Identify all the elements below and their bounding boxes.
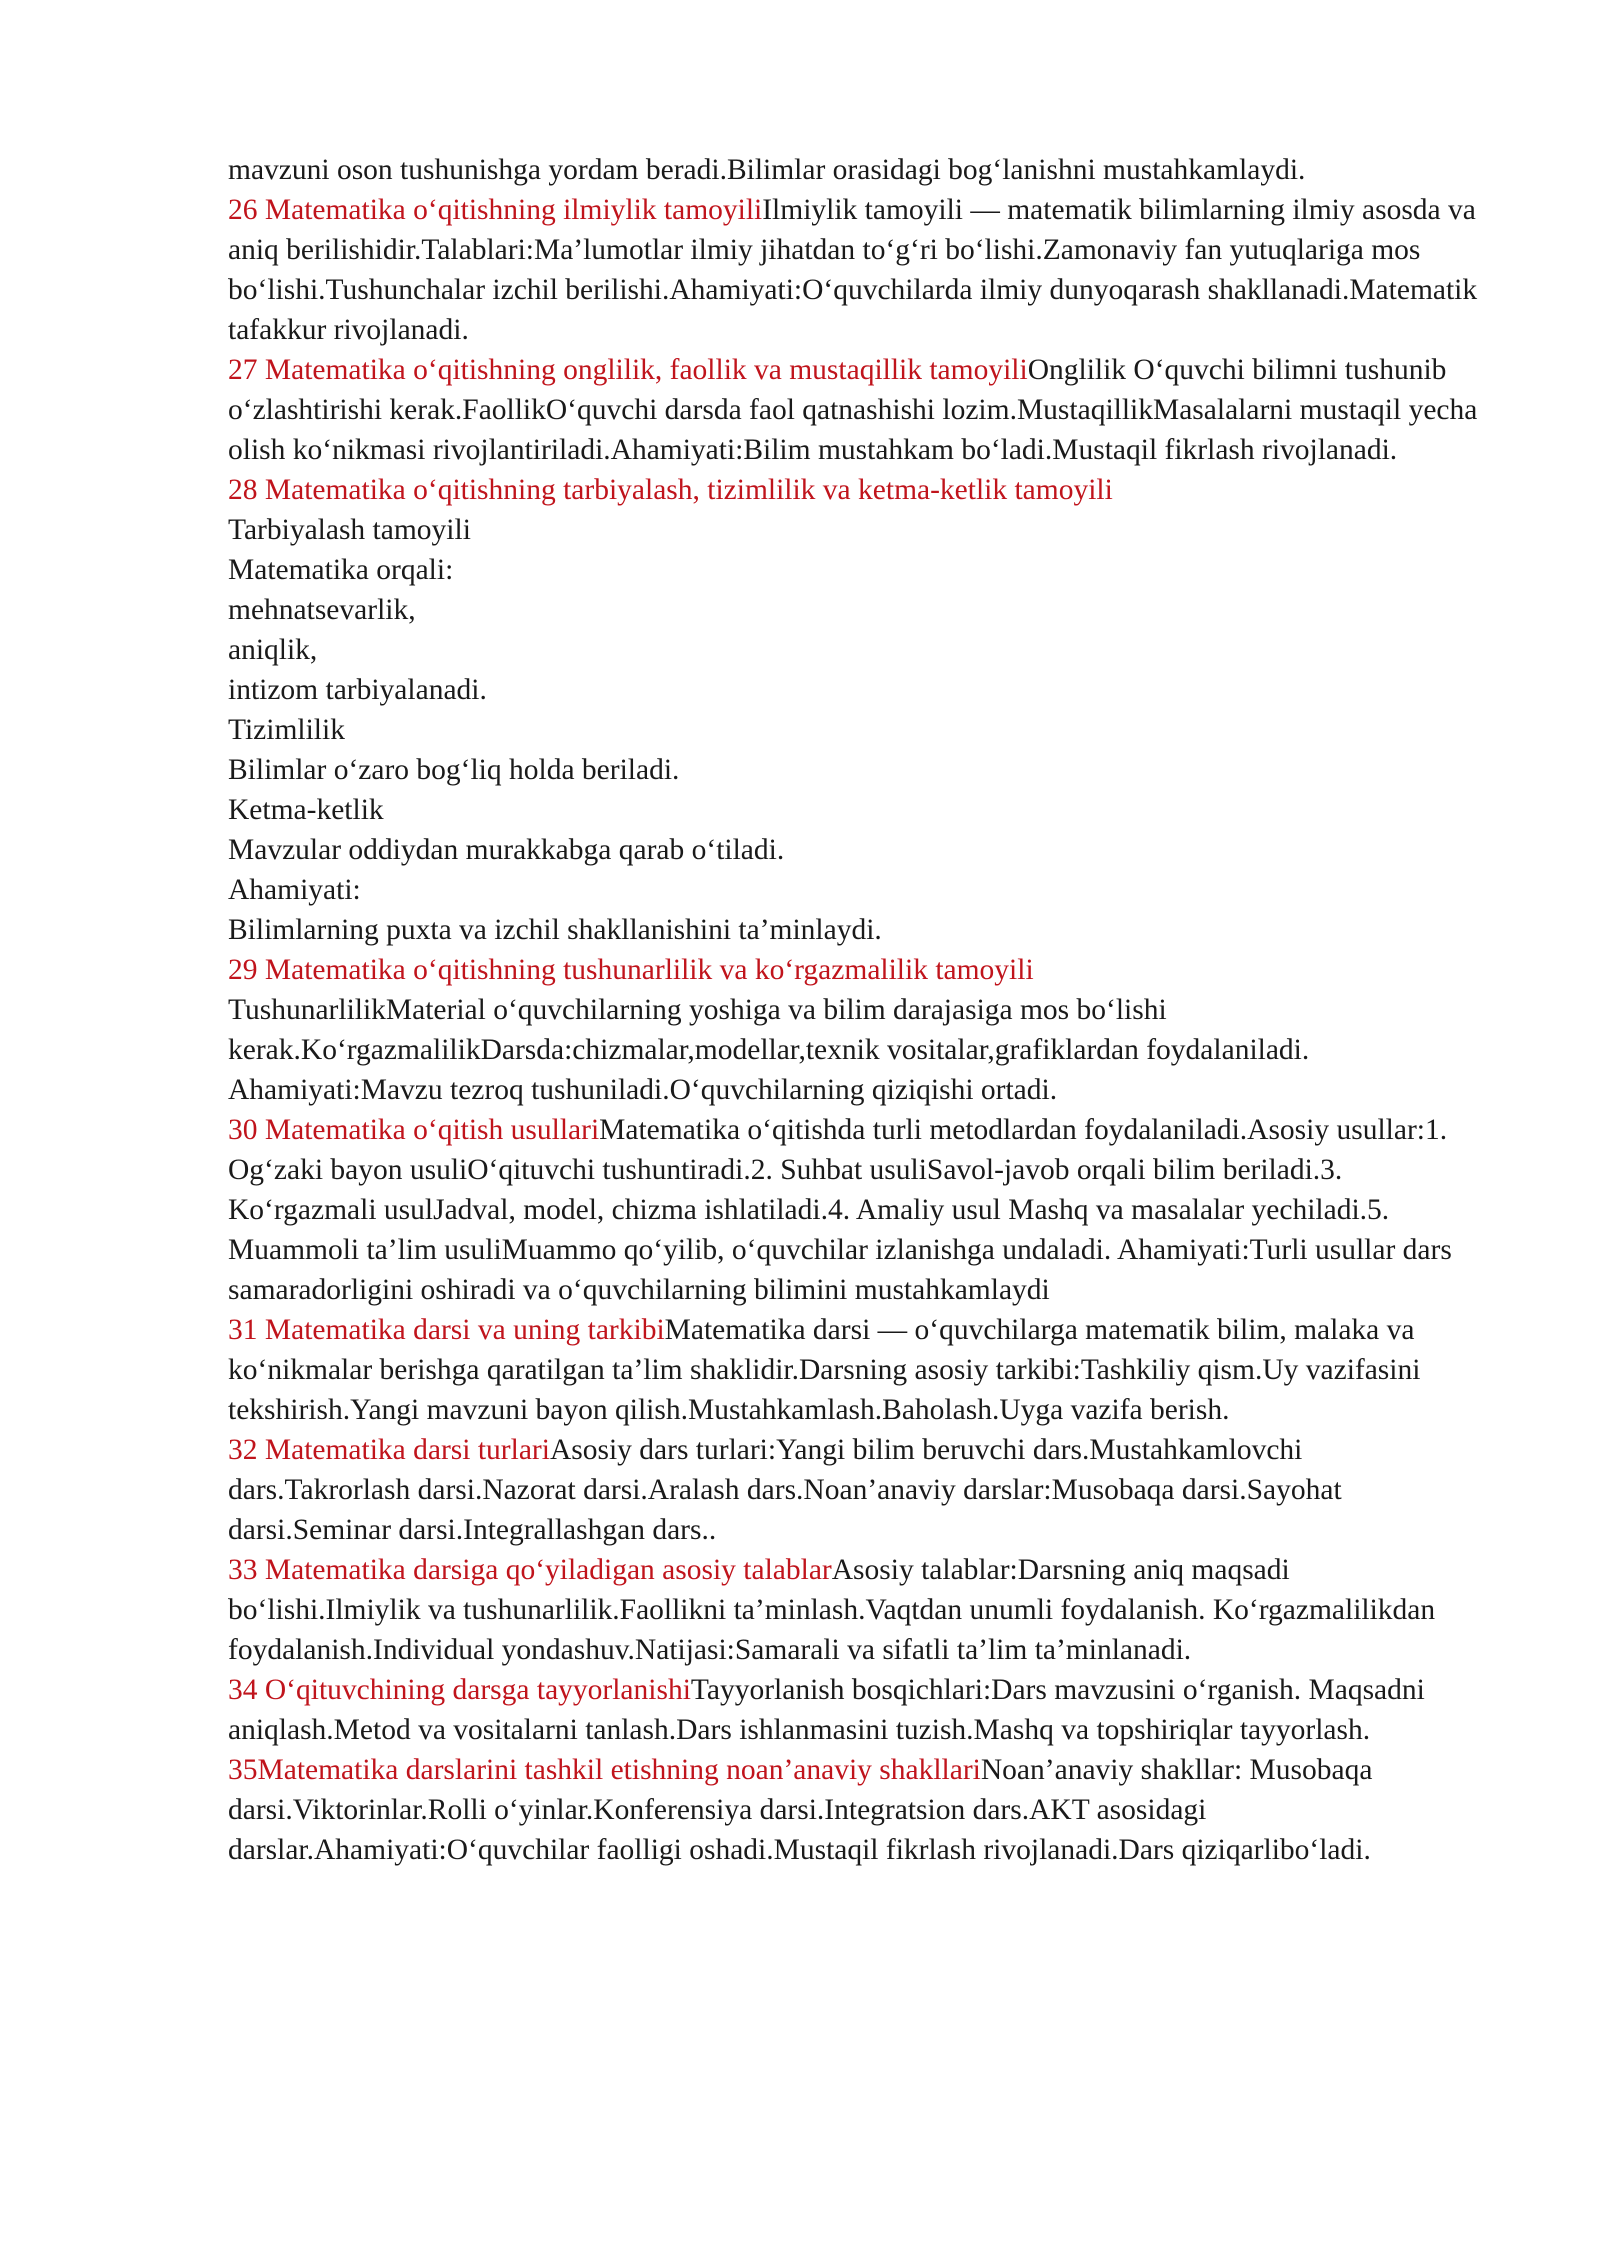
section-27 — [228, 350, 1488, 470]
section-text: Asosiy talablar:Darsning aniq maqsadi bo‘lishi.Ilmiylik va tushunarlilik.Faollikni ta’minlash.Vaqtdan unumli foydalanish. Ko‘rgazmalilikdan foydalanish.Individual yondashuv.Natijasi:Samarali va sifatli ta’lim ta’minlanadi. — [228, 1554, 1436, 1666]
section-text: Noan’anaviy shakllar: Musobaqa darsi.Viktorinlar.Rolli o‘yinlar.Konferensiya darsi.Integratsion dars.AKT asosidagi darslar.Ahamiyati:O‘quvchilar faolligi oshadi.Mustaqil fikrlash rivojlanadi.Dars qiziqarlibo‘ladi. — [228, 1754, 1373, 1866]
section-heading: 27 Matematika o‘qitishning onglilik, faollik va mustaqillik tamoyili — [228, 354, 1028, 386]
paragraph — [228, 670, 1488, 710]
section-heading: 34 O‘qituvchining darsga tayyorlanishi — [228, 1674, 691, 1706]
section-text: Matematika darsi — o‘quvchilarga matematik bilim, malaka va ko‘nikmalar berishga qaratilgan ta’lim shaklidir.Darsning asosiy tarkibi:Tashkiliy qism.Uy vazifasini tekshirish.Yangi mavzuni bayon qilish.Mustahkamlash.Baholash.Uyga vazifa berish. — [228, 1314, 1421, 1426]
body-text: aniqlik, — [228, 634, 318, 666]
section-heading: 32 Matematika darsi turlari — [228, 1434, 550, 1466]
paragraph — [228, 590, 1488, 630]
section-text: Ilmiylik tamoyili — matematik bilimlarning ilmiy asosda va aniq berilishidir.Talablari:Ma’lumotlar ilmiy jihatdan to‘g‘ri bo‘lishi.Zamonaviy fan yutuqlariga mos bo‘lishi.Tushunchalar izchil berilishi.Ahamiyati:O‘quvchilarda ilmiy dunyoqarash shakllanadi.Matematik tafakkur rivojlanadi. — [228, 194, 1478, 346]
paragraph — [228, 830, 1488, 870]
section-heading: 26 Matematika o‘qitishning ilmiylik tamoyili — [228, 194, 763, 226]
section-text: Onglilik O‘quvchi bilimni tushunib o‘zlashtirishi kerak.FaollikO‘quvchi darsda faol qatnashishi lozim.MustaqillikMasalalarni mustaqil yecha olish ko‘nikmasi rivojlantiriladi.Ahamiyati:Bilim mustahkam bo‘ladi.Mustaqil fikrlash rivojlanadi. — [228, 354, 1478, 466]
body-text: Bilimlar o‘zaro bog‘liq holda beriladi. — [228, 754, 680, 786]
section-text: Asosiy dars turlari:Yangi bilim beruvchi dars.Mustahkamlovchi dars.Takrorlash darsi.Nazorat darsi.Aralash dars.Noan’anaviy darslar:Musobaqa darsi.Sayohat darsi.Seminar darsi.Integrallashgan dars.. — [228, 1434, 1342, 1546]
section-32 — [228, 1430, 1488, 1550]
section-text: Matematika o‘qitishda turli metodlardan foydalaniladi.Asosiy usullar:1. Og‘zaki bayon usuliO‘qituvchi tushuntiradi.2. Suhbat usuliSavol-javob orqali bilim beriladi.3. Ko‘rgazmali usulJadval, model, chizma ishlatiladi.4. Amaliy usul Mashq va masalalar yechiladi.5. Muammoli ta’lim usuliMuammo qo‘yilib, o‘quvchilar izlanishga undaladi. Ahamiyati:Turli usullar dars samaradorligini oshiradi va o‘quvchilarning bilimini mustahkamlaydi — [228, 1114, 1452, 1306]
section-heading: 35Matematika darslarini tashkil etishning noan’anaviy shakllari — [228, 1754, 981, 1786]
paragraph — [228, 990, 1488, 1110]
body-text: Ketma-ketlik — [228, 794, 384, 826]
paragraph — [228, 630, 1488, 670]
paragraph — [228, 710, 1488, 750]
section-26 — [228, 190, 1488, 350]
section-heading: 33 Matematika darsiga qo‘yiladigan asosiy talablar — [228, 1554, 832, 1586]
body-text: intizom tarbiyalanadi. — [228, 674, 487, 706]
section-35 — [228, 1750, 1488, 1870]
paragraph — [228, 910, 1488, 950]
document-page — [228, 150, 1488, 1870]
body-text: Tizimlilik — [228, 714, 345, 746]
paragraph — [228, 790, 1488, 830]
section-31 — [228, 1310, 1488, 1430]
section-text: Tayyorlanish bosqichlari:Dars mavzusini o‘rganish. Maqsadni aniqlash.Metod va vositalarni tanlash.Dars ishlanmasini tuzish.Mashq va topshiriqlar tayyorlash. — [228, 1674, 1425, 1746]
section-heading: 31 Matematika darsi va uning tarkibi — [228, 1314, 665, 1346]
section-33 — [228, 1550, 1488, 1670]
section-29 — [228, 950, 1488, 990]
section-34 — [228, 1670, 1488, 1750]
paragraph — [228, 750, 1488, 790]
section-heading: 30 Matematika o‘qitish usullari — [228, 1114, 600, 1146]
paragraph — [228, 870, 1488, 910]
body-text: Bilimlarning puxta va izchil shakllanishini ta’minlaydi. — [228, 914, 882, 946]
body-text: Tarbiyalash tamoyili — [228, 514, 471, 546]
paragraph — [228, 510, 1488, 550]
body-text: Matematika orqali: — [228, 554, 454, 586]
body-text: Ahamiyati: — [228, 874, 361, 906]
paragraph — [228, 150, 1488, 190]
section-28 — [228, 470, 1488, 510]
section-heading: 28 Matematika o‘qitishning tarbiyalash, tizimlilik va ketma-ketlik tamoyili — [228, 474, 1113, 506]
body-text: mehnatsevarlik, — [228, 594, 416, 626]
section-heading: 29 Matematika o‘qitishning tushunarlilik va ko‘rgazmalilik tamoyili — [228, 954, 1034, 986]
section-30 — [228, 1110, 1488, 1310]
body-text: Mavzular oddiydan murakkabga qarab o‘tiladi. — [228, 834, 785, 866]
paragraph — [228, 550, 1488, 590]
body-text: mavzuni oson tushunishga yordam beradi.Bilimlar orasidagi bog‘lanishni mustahkamlaydi. — [228, 154, 1306, 186]
body-text: TushunarlilikMaterial o‘quvchilarning yoshiga va bilim darajasiga mos bo‘lishi kerak.Ko‘rgazmalilikDarsda:chizmalar,modellar,texnik vositalar,grafiklardan foydalaniladi. Ahamiyati:Mavzu tezroq tushuniladi.O‘quvchilarning qiziqishi ortadi. — [228, 994, 1310, 1106]
